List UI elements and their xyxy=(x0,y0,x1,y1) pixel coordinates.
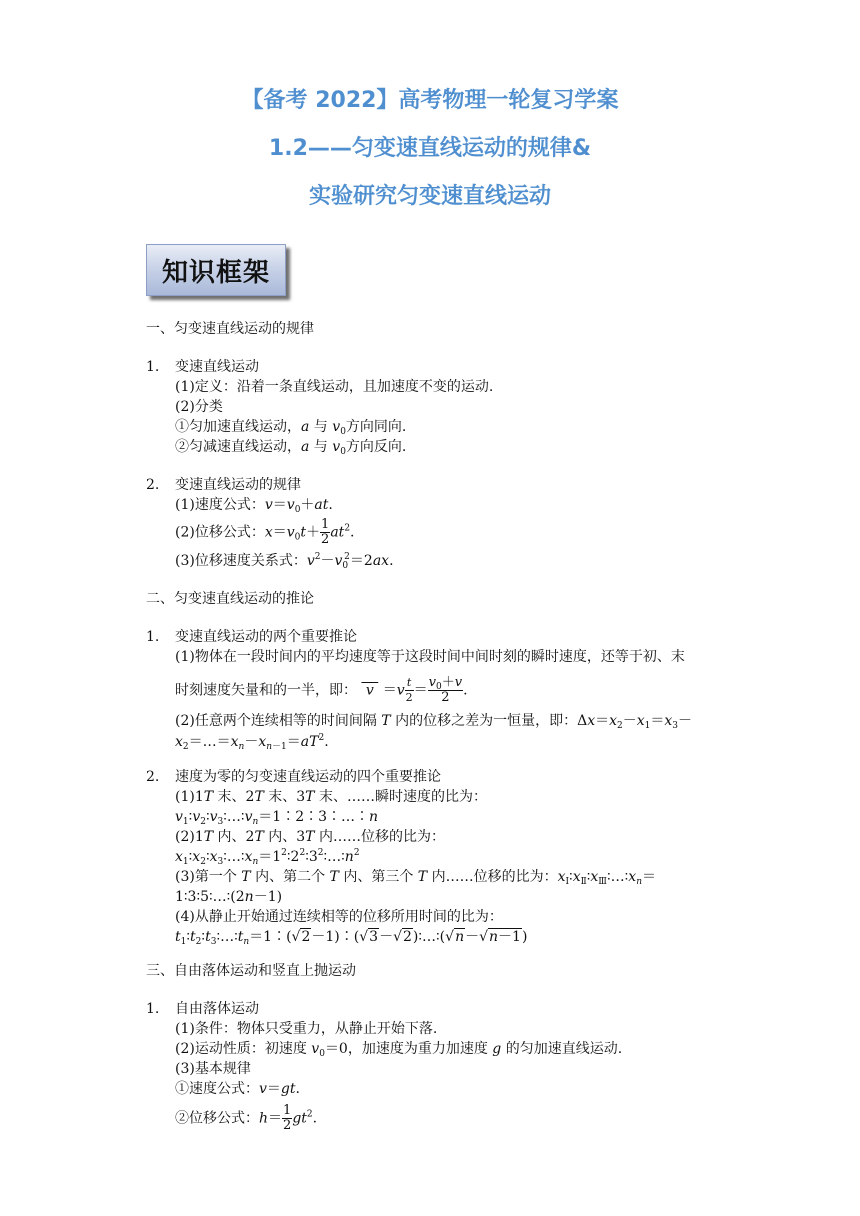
item-number: 1. xyxy=(146,629,160,645)
ratio-4-formula: $t_1∶t_2∶t_3∶\dots∶t_n=1∶(√2-1)∶(√3-√2)∶\dots∶(√n-√n-1)$ xyxy=(175,929,528,947)
free-fall-height-formula: ②位移公式：h＝ $\frac{1}{2}$ $gt^2$. xyxy=(175,1103,318,1133)
inference-2-line-1: (2)任意两个连续相等的时间间隔 T 内的位移之差为一恒量，即：$\Delta x=x_2-x_1=x_3-$ xyxy=(175,713,693,731)
velocity-formula: (1)速度公式：$v=v_0+at$. xyxy=(175,497,333,515)
ratio-1-label: (1)1T 末、2T 末、3T 末、……瞬时速度的比为： xyxy=(175,789,487,805)
ratio-2-label: (2)1T 内、2T 内、3T 内……位移的比为： xyxy=(175,829,445,845)
section-heading-1: 一、匀变速直线运动的规律 xyxy=(146,321,314,337)
item-title: 变速直线运动 xyxy=(175,359,259,375)
doc-title-line-2: 1.2——匀变速直线运动的规律& xyxy=(268,136,592,161)
condition-line: (1)条件：物体只受重力，从静止开始下落. xyxy=(175,1021,438,1037)
inference-1-line-1: (1)物体在一段时间内的平均速度等于这段时间中间时刻的瞬时速度，还等于初、末 xyxy=(175,649,685,665)
item-number: 2. xyxy=(146,477,160,493)
basic-rules-line: (3)基本规律 xyxy=(175,1061,251,1077)
ratio-3-label: (3)第一个 T 内、第二个 T 内、第三个 T 内……位移的比为：$x_Ⅰ∶x_Ⅱ∶x_Ⅲ∶\dots∶x_n=$ xyxy=(175,869,656,887)
ratio-2-formula: $x_1∶x_2∶x_3∶\dots∶x_n=1^2∶2^2∶3^2∶\dots∶n^2$ xyxy=(175,848,360,867)
accelerating-line: ①匀加速直线运动，a 与 $v_0$方向同向. xyxy=(175,419,407,437)
definition-line: (1)定义：沿着一条直线运动，且加速度不变的运动. xyxy=(175,379,494,395)
free-fall-velocity-formula: ①速度公式：v＝gt. xyxy=(175,1081,300,1097)
section-banner: 知识框架 xyxy=(146,244,286,296)
ratio-4-label: (4)从静止开始通过连续相等的位移所用时间的比为： xyxy=(175,909,503,925)
classification-line: (2)分类 xyxy=(175,399,223,415)
item-number: 1. xyxy=(146,1001,160,1017)
item-title: 速度为零的匀变速直线运动的四个重要推论 xyxy=(175,769,441,785)
velocity-displacement-formula: (3)位移速度关系式：$v^2-v_0^2=2ax$. xyxy=(175,552,394,571)
displacement-formula: (2)位移公式：$x=v_0t+$ $\frac{1}{2}$ $at^2$. xyxy=(175,517,355,547)
item-title: 变速直线运动的规律 xyxy=(175,477,301,493)
item-title: 自由落体运动 xyxy=(175,1001,259,1017)
doc-title-line-1: 【备考 2022】高考物理一轮复习学案 xyxy=(241,88,619,113)
item-number: 2. xyxy=(146,769,160,785)
section-heading-3: 三、自由落体运动和竖直上抛运动 xyxy=(146,963,356,979)
section-heading-2: 二、匀变速直线运动的推论 xyxy=(146,591,314,607)
ratio-3-formula: 1∶3∶5∶…∶(2n－1) xyxy=(175,889,283,905)
inference-1-line-2: 时刻速度矢量和的一半，即： v ＝v $\frac{t}{2}$ ＝ $\frac{v_0+v}{2}$ . xyxy=(175,675,468,705)
decelerating-line: ②匀减速直线运动，a 与 $v_0$方向反向. xyxy=(175,439,407,457)
doc-title-line-3: 实验研究匀变速直线运动 xyxy=(308,184,551,209)
ratio-1-formula: $v_1∶v_2∶v_3∶\dots∶v_n=1∶2∶3∶\dots∶n$ xyxy=(175,809,379,827)
motion-nature-line: (2)运动性质：初速度 $v_0=0$，加速度为重力加速度 g 的匀加速直线运动. xyxy=(175,1041,623,1059)
item-title: 变速直线运动的两个重要推论 xyxy=(175,629,357,645)
item-number: 1. xyxy=(146,359,160,375)
inference-2-line-2: $x_2=\dots=x_n-x_{n-1}=aT^2$. xyxy=(175,733,329,752)
